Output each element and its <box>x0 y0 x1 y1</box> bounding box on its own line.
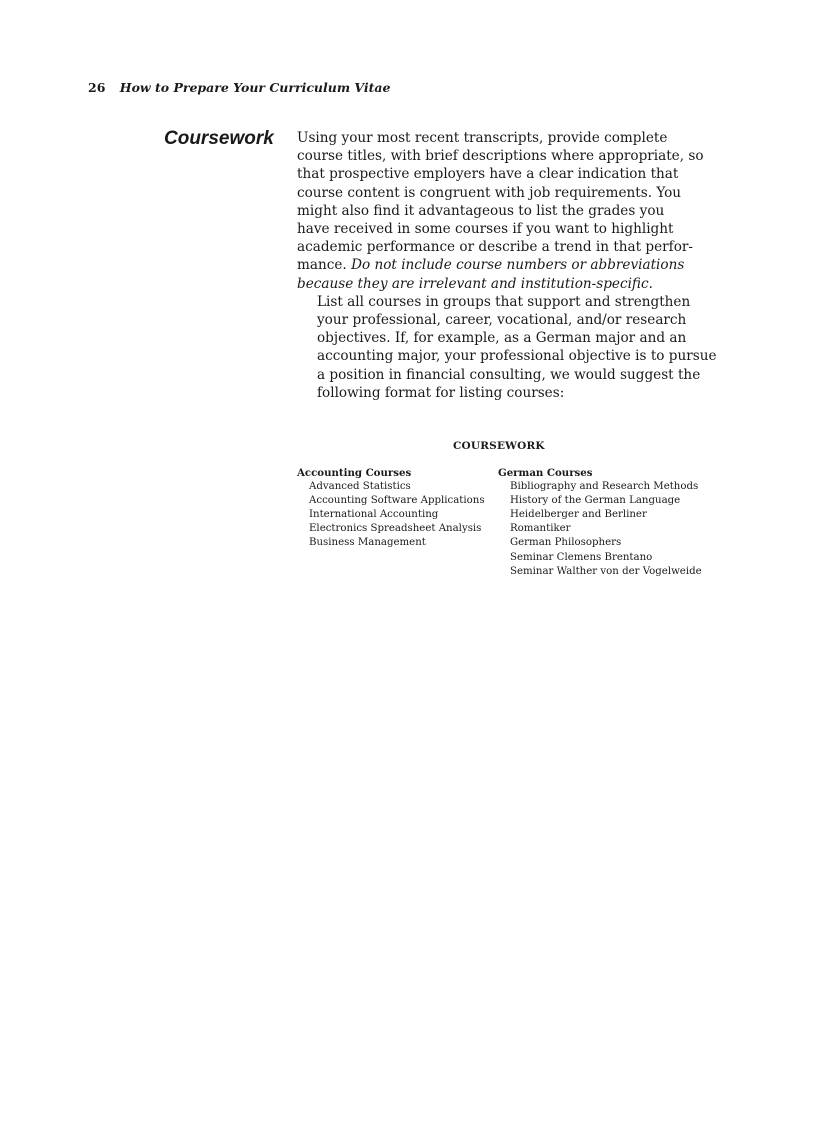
text-line: a position in financial consulting, we would suggest the <box>317 366 701 383</box>
course-list <box>498 480 702 579</box>
emphasis-text: Do not include course numbers or abbreviations <box>351 257 685 274</box>
text-line: course titles, with brief descriptions where appropriate, so <box>297 148 704 165</box>
course-group-heading: Accounting Courses <box>297 467 412 479</box>
course-item: Bibliography and Research Methods <box>510 481 699 493</box>
course-item: Accounting Software Applications <box>309 495 485 507</box>
text-line: might also find it advantageous to list the grades you <box>297 202 665 219</box>
course-item: German Philosophers <box>510 537 622 549</box>
text-line: accounting major, your professional objective is to pursue <box>317 348 717 365</box>
course-list <box>297 480 485 550</box>
course-group-german <box>498 466 702 579</box>
course-item: Romantiker <box>510 523 571 535</box>
text-line: have received in some courses if you want to highlight <box>297 221 674 238</box>
text-line: your professional, career, vocational, and/or research <box>317 312 687 329</box>
section-heading: Coursework <box>164 128 274 149</box>
page-number: 26 <box>88 80 106 95</box>
course-item: Business Management <box>309 537 426 549</box>
text-line: objectives. If, for example, as a German major and an <box>317 330 687 347</box>
course-group-accounting <box>297 466 485 551</box>
course-item: Seminar Walther von der Vogelweide <box>510 565 702 577</box>
paragraph-1 <box>297 129 704 293</box>
text-line <box>297 256 697 274</box>
course-item: History of the German Language <box>510 495 681 507</box>
course-item: Advanced Statistics <box>309 481 411 493</box>
emphasis-text: because they are irrelevant and institution-specific. <box>297 275 653 292</box>
text-line: that prospective employers have a clear indication that <box>297 166 679 183</box>
body-text <box>297 129 717 402</box>
course-item: International Accounting <box>309 509 439 521</box>
coursework-example-title: COURSEWORK <box>453 440 545 452</box>
course-group-heading: German Courses <box>498 467 593 479</box>
book-title: How to Prepare Your Curriculum Vitae <box>119 80 391 95</box>
text-line: course content is congruent with job requirements. You <box>297 184 682 201</box>
paragraph-2 <box>297 293 717 402</box>
course-item: Seminar Clemens Brentano <box>510 551 653 563</box>
course-item: Electronics Spreadsheet Analysis <box>309 523 482 535</box>
course-item: Heidelberger and Berliner <box>510 509 647 521</box>
text-line: following format for listing courses: <box>317 384 565 401</box>
running-head <box>88 80 390 95</box>
text-run: mance. <box>297 257 352 274</box>
text-line: academic performance or describe a trend in that perfor- <box>297 239 693 256</box>
text-line: Using your most recent transcripts, provide complete <box>297 130 668 146</box>
text-line: List all courses in groups that support and strengthen <box>317 293 691 310</box>
